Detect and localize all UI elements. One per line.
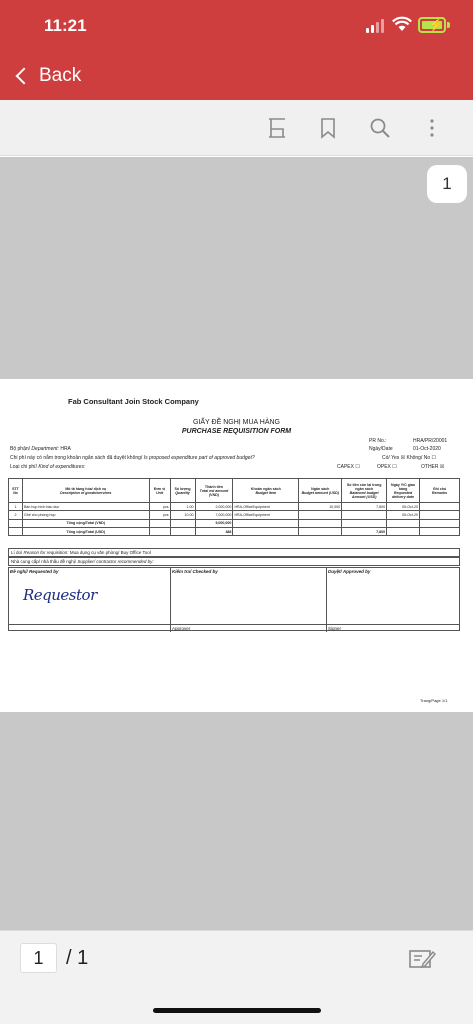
table-row bbox=[9, 511, 460, 519]
table-cell: pcs bbox=[149, 503, 170, 511]
department-label: Bộ phận/ bbox=[10, 446, 31, 452]
table-cell: 05-Oct-20 bbox=[387, 511, 420, 519]
reason-label-en: Reason for requisition: bbox=[23, 549, 69, 555]
table-cell: HRA-OfficeEquipment bbox=[233, 503, 299, 511]
page-number-input[interactable]: 1 bbox=[20, 943, 57, 973]
header-vn: Thành tiền bbox=[204, 484, 224, 489]
header-vn: STT bbox=[12, 486, 19, 491]
table-header-cell bbox=[149, 479, 170, 503]
table-cell: 7,000,000 bbox=[195, 511, 233, 519]
header-vn: Ghi chú bbox=[432, 486, 447, 491]
wifi-icon bbox=[392, 16, 412, 32]
cellular-signal-icon bbox=[366, 19, 386, 33]
table-header-cell bbox=[170, 479, 195, 503]
reading-mode-icon[interactable] bbox=[265, 116, 289, 140]
signature-table bbox=[8, 567, 460, 631]
opex-checkbox: OPEX ☐ bbox=[377, 464, 397, 470]
header-vn: Ngân sách bbox=[311, 486, 330, 491]
chevron-left-icon bbox=[16, 68, 33, 85]
page-indicator-badge: 1 bbox=[427, 165, 467, 203]
header-vn: Đơn vị bbox=[153, 486, 166, 491]
budget-question-row bbox=[10, 455, 255, 461]
table-cell bbox=[420, 511, 460, 519]
total-vnd-label: Tổng cộng/Total (VND) bbox=[22, 519, 149, 527]
document-page-number: Trang/Page 1/1 bbox=[420, 698, 448, 703]
table-cell: 7,800 bbox=[342, 503, 387, 511]
checked-by-label: Kiểm tra/ Checked by bbox=[172, 569, 218, 574]
department-row bbox=[10, 446, 71, 452]
header-en: No bbox=[13, 490, 18, 495]
pdf-viewer[interactable] bbox=[0, 157, 473, 930]
kind-label-en: Kind of expenditures: bbox=[38, 464, 86, 470]
approved-by-cell bbox=[327, 568, 461, 632]
kind-row bbox=[10, 464, 85, 470]
charging-bolt-icon: ⚡ bbox=[428, 17, 445, 32]
table-cell: 05-Oct-20 bbox=[387, 503, 420, 511]
table-header-row bbox=[9, 479, 460, 503]
header-en: Balanced budget Amount (USD) bbox=[349, 490, 379, 499]
battery-cap bbox=[447, 22, 450, 28]
pr-no-label: PR No.: bbox=[369, 438, 387, 444]
checked-by-cell bbox=[171, 568, 327, 632]
header-vn: Ngày Y/C giao hàng bbox=[391, 482, 416, 491]
back-label: Back bbox=[39, 65, 82, 86]
kind-label: Loại chi phí/ bbox=[10, 464, 37, 470]
header-vn: Khoản ngân sách bbox=[250, 486, 281, 491]
table-cell: 1 bbox=[9, 503, 23, 511]
annotate-icon[interactable] bbox=[408, 947, 436, 971]
header-en: Remarks bbox=[431, 490, 448, 495]
more-icon[interactable] bbox=[420, 116, 444, 140]
total-vnd-value: 9,000,000 bbox=[195, 519, 233, 527]
header-vn: Số tiền còn lại trong ngân sách bbox=[346, 482, 382, 491]
table-cell: HRA-OfficeEquipment bbox=[233, 511, 299, 519]
header-en: Description of goods/services bbox=[60, 490, 112, 495]
reason-row bbox=[8, 548, 460, 557]
header-en: Budget item bbox=[255, 490, 277, 495]
nav-bar bbox=[0, 50, 473, 100]
table-header-cell bbox=[342, 479, 387, 503]
table-cell bbox=[342, 511, 387, 519]
yes-no-checkboxes: Có/ Yes ☒ Không/ No ☐ bbox=[382, 455, 436, 461]
page-total: / 1 bbox=[66, 947, 89, 969]
form-title-vn: GIẤY ĐỀ NGHỊ MUA HÀNG bbox=[193, 419, 280, 426]
supplier-label: Nhà cung cấp/ nhà thầu đề nghị/ bbox=[11, 558, 77, 564]
header-vn: Số lượng bbox=[174, 486, 191, 491]
supplier-row bbox=[8, 557, 460, 566]
table-header-cell bbox=[195, 479, 233, 503]
table-cell bbox=[420, 503, 460, 511]
table-cell: 10.00 bbox=[170, 511, 195, 519]
header-en: Requested delivery date bbox=[392, 490, 415, 499]
home-indicator bbox=[153, 1008, 321, 1013]
table-header-cell bbox=[233, 479, 299, 503]
signer-name: Signer bbox=[328, 626, 342, 631]
table-cell: 2,000,000 bbox=[195, 503, 233, 511]
department-label-en: Department: bbox=[31, 446, 59, 452]
table-cell: 1.00 bbox=[170, 503, 195, 511]
search-icon[interactable] bbox=[368, 116, 392, 140]
other-checkbox: OTHER ☒ bbox=[421, 464, 445, 470]
header-en: Quantity bbox=[175, 490, 190, 495]
total-vnd-row bbox=[9, 519, 460, 527]
table-header-cell bbox=[9, 479, 23, 503]
requested-by-cell bbox=[9, 568, 171, 632]
date-label: Ngày/Date bbox=[369, 446, 393, 452]
budget-question: Chi phí này có nằm trong khoản ngân sách đã duyệt không/ bbox=[10, 455, 143, 461]
table-cell: Ghế cho phòng họp bbox=[22, 511, 149, 519]
table-header-cell bbox=[420, 479, 460, 503]
header-vn: Mô tả hàng hóa/ dịch vụ bbox=[65, 486, 107, 491]
table-cell: 2 bbox=[9, 511, 23, 519]
approver-name: Approver bbox=[172, 626, 191, 631]
approved-by-label: Duyệt/ Approved by bbox=[328, 569, 371, 574]
table-header-cell bbox=[299, 479, 342, 503]
date-value: 01-Oct-2020 bbox=[413, 446, 441, 452]
requested-by-label: Đề nghị/ Requested by bbox=[10, 569, 59, 574]
department-value: HRA bbox=[60, 446, 71, 452]
supplier-label-en: Supplier/ contractor recommended by: bbox=[77, 558, 154, 564]
total-usd-value: 388 bbox=[195, 527, 233, 535]
form-title-en: PURCHASE REQUISITION FORM bbox=[181, 428, 292, 435]
table-header-cell bbox=[387, 479, 420, 503]
capex-checkbox: CAPEX ☐ bbox=[337, 464, 360, 470]
reason-label: Lí do/ bbox=[11, 549, 23, 555]
header-en: Budget amount (USD) bbox=[301, 490, 339, 495]
table-cell: pcs bbox=[149, 511, 170, 519]
reason-value: Mua dụng cụ văn phòng/ Buy Office Tool bbox=[69, 549, 151, 555]
status-bar bbox=[0, 0, 473, 50]
table-cell bbox=[299, 511, 342, 519]
back-button[interactable] bbox=[12, 62, 81, 90]
total-usd-label: Tổng cộng/Total (USD) bbox=[22, 527, 149, 535]
total-usd-balance: 7,800 bbox=[342, 527, 387, 535]
pdf-page[interactable] bbox=[0, 379, 473, 712]
table-body bbox=[9, 503, 460, 520]
company-name: Fab Consultant Join Stock Company bbox=[68, 397, 199, 406]
total-usd-row bbox=[9, 527, 460, 535]
requestor-signature: Requestor bbox=[23, 586, 97, 604]
table-header-cell bbox=[22, 479, 149, 503]
viewer-toolbar bbox=[0, 100, 473, 156]
header-en: Total est amount (VND) bbox=[199, 488, 229, 497]
pr-no-value: HRA/PR/20001 bbox=[413, 438, 448, 444]
table-cell: 10,000 bbox=[299, 503, 342, 511]
table-cell: Bàn họp hình bầu dục bbox=[22, 503, 149, 511]
table-row bbox=[9, 503, 460, 511]
status-time: 11:21 bbox=[44, 16, 87, 35]
budget-question-en: Is proposed expenditure part of approved budget? bbox=[143, 455, 255, 461]
header-en: Unit bbox=[156, 490, 164, 495]
bookmark-icon[interactable] bbox=[316, 116, 340, 140]
requisition-table bbox=[8, 478, 460, 536]
